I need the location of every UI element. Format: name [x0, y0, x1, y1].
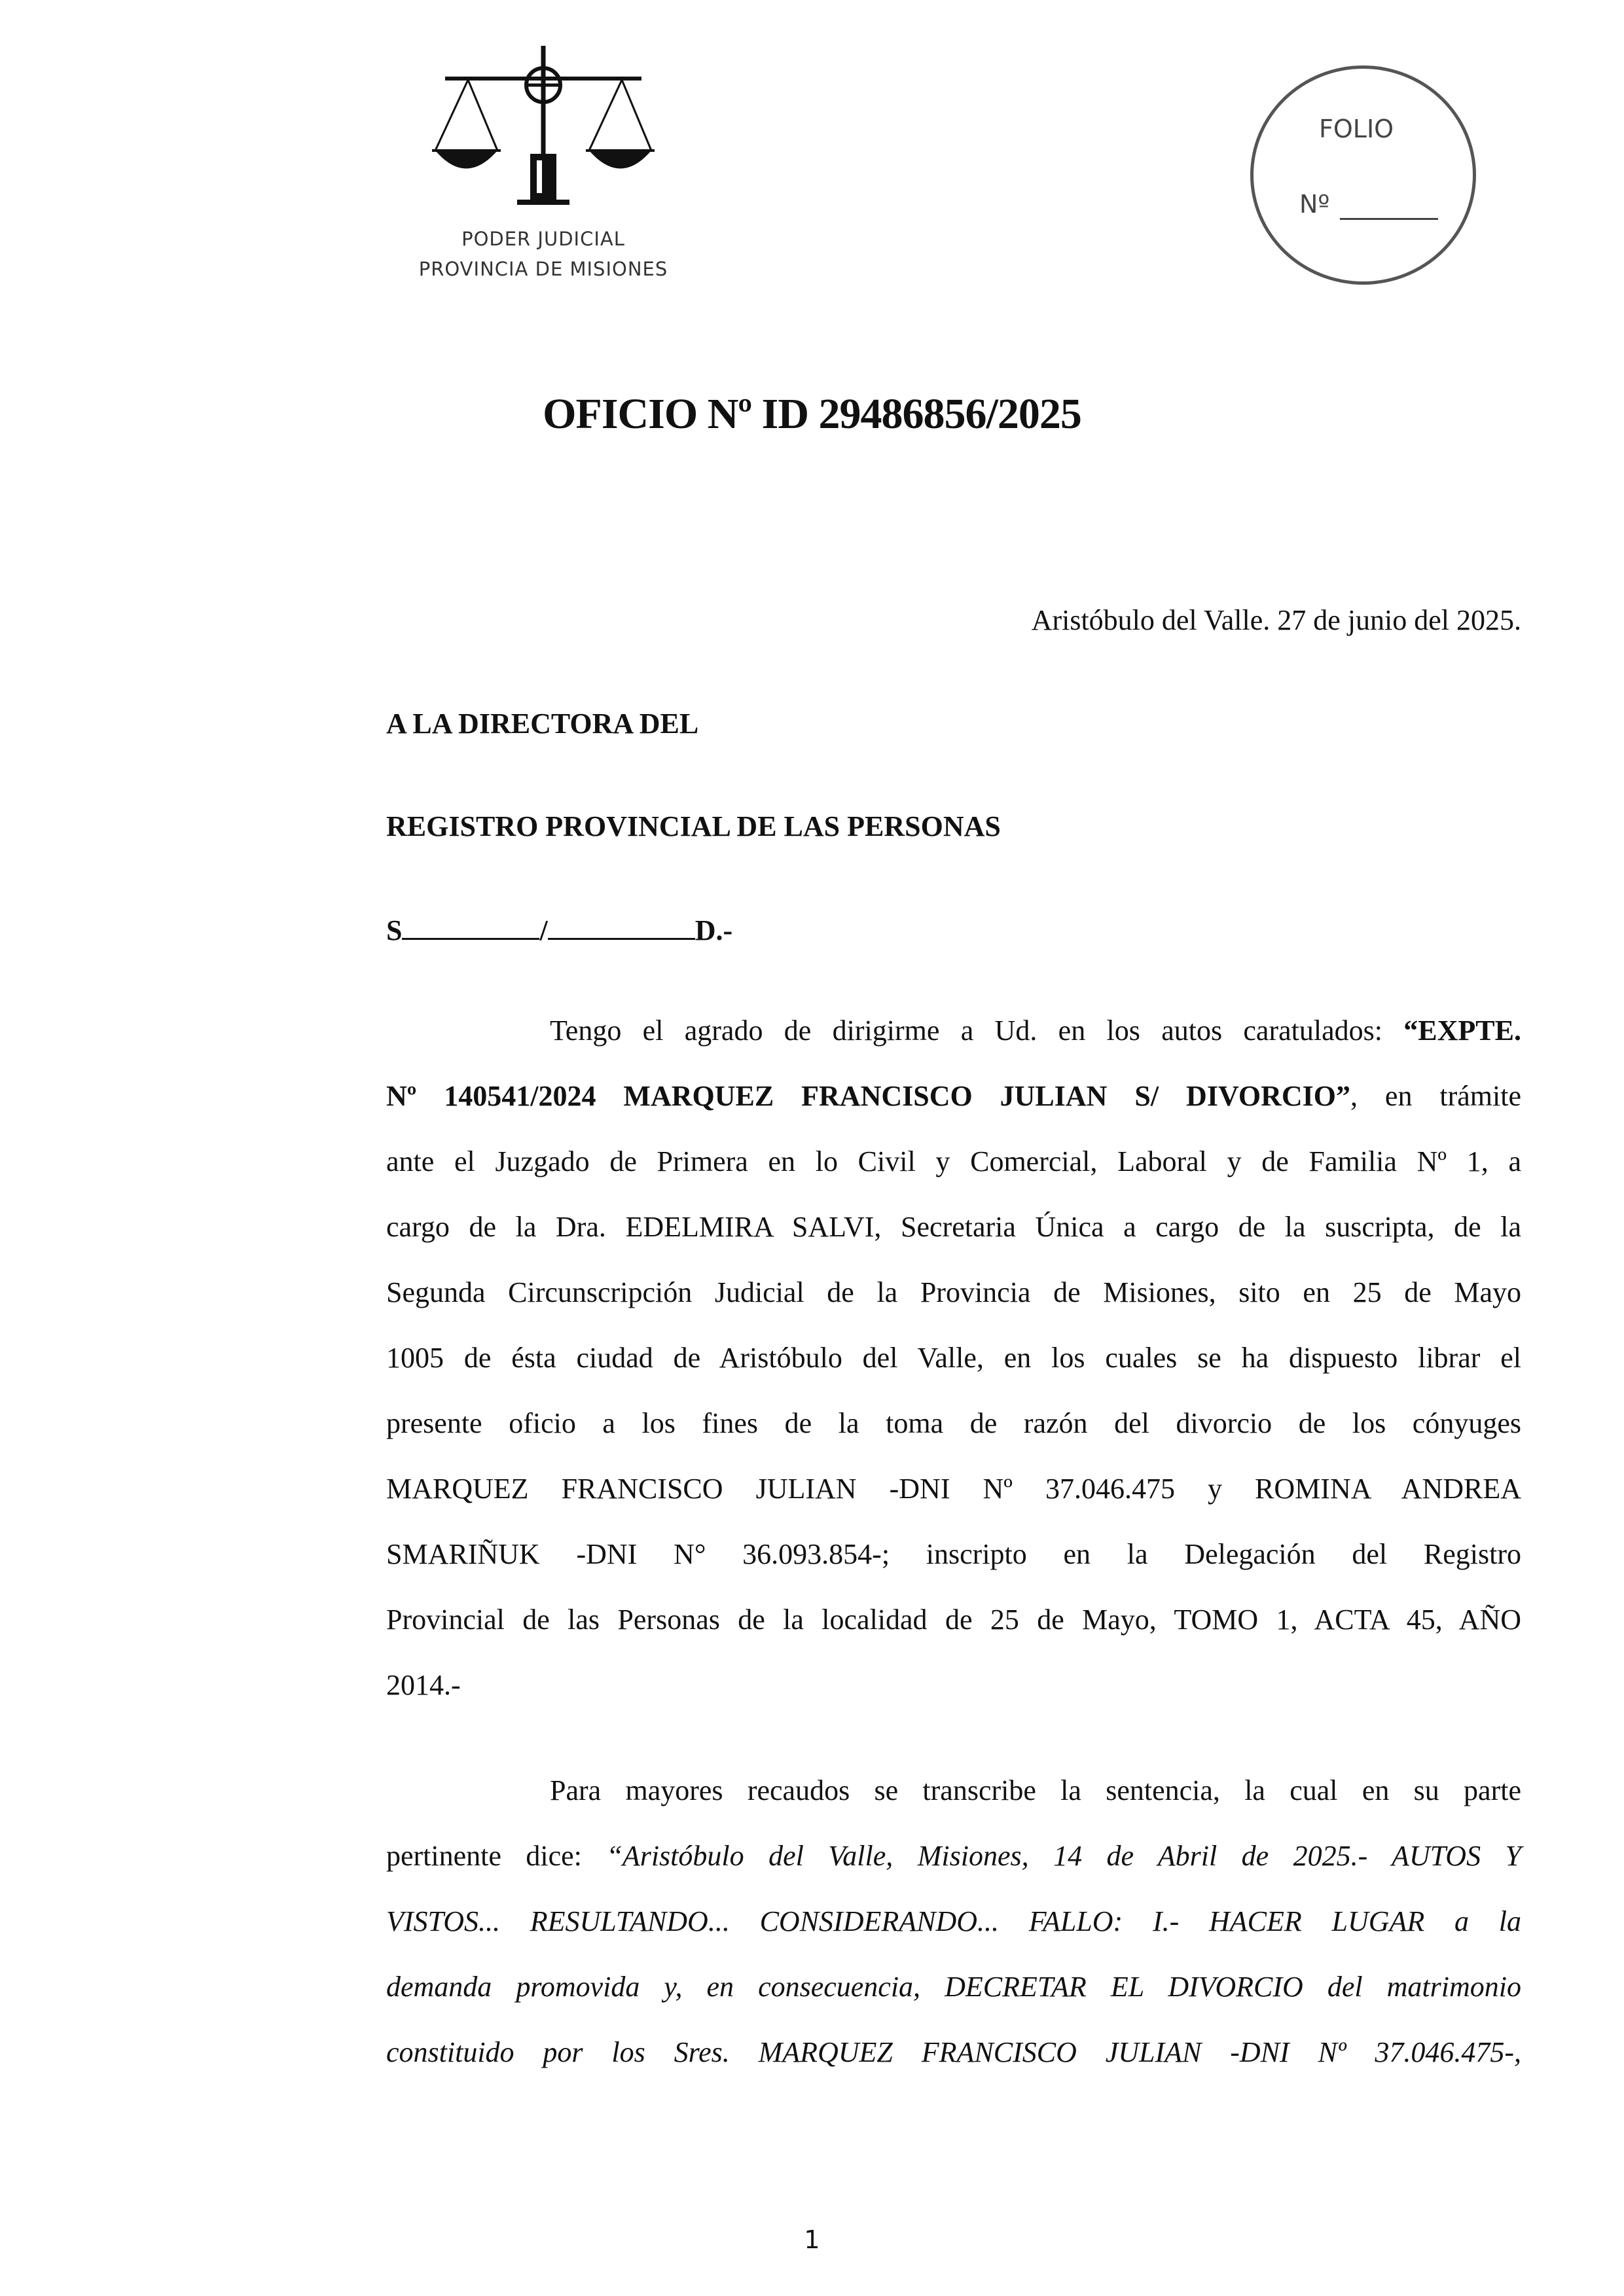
- scales-of-justice-icon: [432, 39, 655, 223]
- document-title: OFICIO Nº ID 29486856/2025: [543, 390, 1081, 438]
- logo-text-line2: PROVINCIA DE MISIONES: [418, 258, 668, 280]
- paragraph-line: Provincial de las Personas de la localidad de 25 de Mayo, TOMO 1, ACTA 45, AÑO: [386, 1604, 1521, 1636]
- paragraph-line: Para mayores recaudos se transcribe la sentencia, la cual en su parte: [550, 1774, 1521, 1806]
- sd-slash: /: [539, 914, 548, 946]
- date-line: Aristóbulo del Valle. 27 de junio del 2025.: [1031, 604, 1521, 636]
- sd-s: S: [386, 914, 403, 946]
- paragraph-line: SMARIÑUK -DNI N° 36.093.854-; inscripto en la Delegación del Registro: [386, 1538, 1521, 1570]
- paragraph-line: Nº 140541/2024 MARQUEZ FRANCISCO JULIAN S/ DIVORCIO”, en trámite: [386, 1080, 1522, 1112]
- folio-number-blank: [1340, 218, 1438, 220]
- sd-blank-2: [548, 914, 695, 940]
- paragraph-line: demanda promovida y, en consecuencia, DECRETAR EL DIVORCIO del matrimonio: [386, 1971, 1521, 2003]
- paragraph-line: Segunda Circunscripción Judicial de la Provincia de Misiones, sito en 25 de Mayo: [386, 1276, 1521, 1308]
- paragraph-line: cargo de la Dra. EDELMIRA SALVI, Secretaria Única a cargo de la suscripta, de la: [386, 1211, 1521, 1243]
- sentence-quote: “Aristóbulo del Valle, Misiones, 14 de Abril de 2025.- AUTOS Y: [606, 1840, 1522, 1872]
- body-paragraph-1: [386, 998, 1521, 1718]
- page-number: 1: [804, 2225, 820, 2254]
- addressee-line2: REGISTRO PROVINCIAL DE LAS PERSONAS: [386, 810, 1001, 842]
- paragraph-line: Tengo el agrado de dirigirme a Ud. en los autos caratulados: “EXPTE.: [550, 1014, 1521, 1047]
- addressee-line1: A LA DIRECTORA DEL: [386, 708, 699, 740]
- body-paragraph-2: [386, 1758, 1521, 2085]
- sd-blank-1: [402, 914, 539, 940]
- paragraph-line: constituido por los Sres. MARQUEZ FRANCISCO JULIAN -DNI Nº 37.046.475-,: [386, 2036, 1521, 2068]
- case-reference-bold: “EXPTE.: [1403, 1014, 1521, 1047]
- paragraph-line: ante el Juzgado de Primera en lo Civil y Comercial, Laboral y de Familia Nº 1, a: [386, 1145, 1521, 1177]
- folio-stamp: [1250, 65, 1476, 285]
- salutation-sd: [386, 914, 732, 947]
- case-title-bold: Nº 140541/2024 MARQUEZ FRANCISCO JULIAN S/ DIVORCIO”: [386, 1080, 1350, 1112]
- paragraph-line: presente oficio a los fines de la toma de razón del divorcio de los cónyuges: [386, 1407, 1521, 1439]
- paragraph-line: 2014.-: [386, 1669, 461, 1701]
- folio-label: FOLIO: [1319, 115, 1394, 143]
- court-logo: [406, 39, 681, 295]
- sd-d: D.-: [695, 914, 733, 946]
- folio-number-label: Nº: [1299, 190, 1330, 219]
- paragraph-line: VISTOS... RESULTANDO... CONSIDERANDO... FALLO: I.- HACER LUGAR a la: [386, 1905, 1521, 1937]
- paragraph-line: 1005 de ésta ciudad de Aristóbulo del Valle, en los cuales se ha dispuesto librar el: [386, 1342, 1521, 1374]
- paragraph-line: MARQUEZ FRANCISCO JULIAN -DNI Nº 37.046.475 y ROMINA ANDREA: [386, 1473, 1521, 1505]
- paragraph-line: pertinente dice: “Aristóbulo del Valle, Misiones, 14 de Abril de 2025.- AUTOS Y: [386, 1840, 1522, 1872]
- logo-text-line1: PODER JUDICIAL: [461, 228, 625, 250]
